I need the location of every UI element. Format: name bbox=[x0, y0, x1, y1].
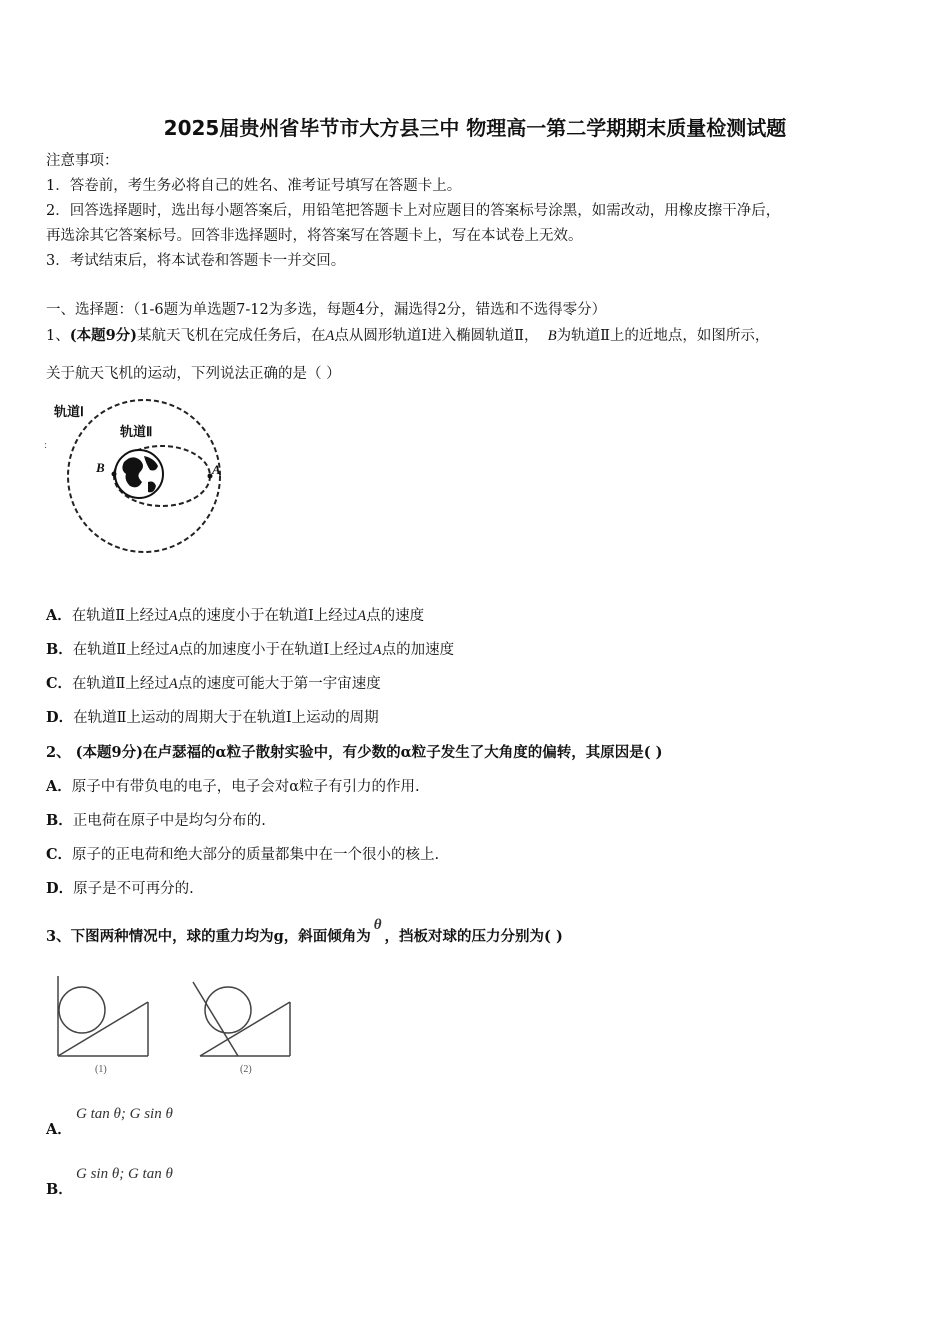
q2-option-a[interactable] bbox=[46, 777, 420, 797]
q3-option-a[interactable]: A． bbox=[46, 1121, 72, 1138]
q2-option-d-letter: D． bbox=[46, 880, 74, 897]
earth-icon bbox=[115, 450, 163, 498]
notice-heading: 注意事项： bbox=[46, 153, 119, 169]
q1-option-d-letter: D． bbox=[46, 709, 74, 726]
q1-option-c-var-1: A bbox=[168, 676, 178, 692]
incline-diagram-1 bbox=[58, 976, 148, 1075]
q1-option-b-text-2: 点的加速度小于在轨道Ⅰ上经过 bbox=[178, 642, 373, 658]
q1-var-b: B bbox=[547, 328, 557, 344]
orbit-1-label: 轨道Ⅰ bbox=[54, 404, 84, 419]
q3-stem-a: 3、下图两种情况中，球的重力均为g，斜面倾角为 bbox=[46, 928, 371, 945]
point-a-label: A bbox=[212, 462, 221, 477]
q2-option-c[interactable] bbox=[46, 845, 439, 865]
q2-option-c-letter: C． bbox=[46, 846, 73, 863]
q1-orbit-figure bbox=[44, 396, 234, 556]
q2-option-d-text: 原子是不可再分的. bbox=[73, 881, 194, 897]
q1-option-a-text-3: 点的速度 bbox=[366, 608, 425, 624]
q2-option-a-text: 原子中有带负电的电子，电子会对α粒子有引力的作用. bbox=[71, 779, 420, 795]
diagram-2-label: (2) bbox=[240, 1064, 252, 1075]
q2-option-b-text: 正电荷在原子中是均匀分布的. bbox=[72, 813, 266, 829]
q1-option-a-var-1: A bbox=[168, 608, 178, 624]
q2-option-a-letter: A． bbox=[46, 778, 72, 795]
q1-option-d-text-1: 在轨道Ⅱ上运动的周期大于在轨道Ⅰ上运动的周期 bbox=[73, 710, 379, 726]
q3-option-a-formula bbox=[76, 1104, 173, 1124]
q1-option-c-text-2: 点的速度可能大于第一宇宙速度 bbox=[177, 676, 381, 692]
q1-var-a: A bbox=[325, 328, 335, 344]
notice-item-1: 1．答卷前，考生务必将自己的姓名、准考证号填写在答题卡上。 bbox=[46, 178, 462, 194]
q3-option-a-formula-text: G tan θ; G sin θ bbox=[76, 1106, 173, 1122]
q1-option-a-text-2: 点的速度小于在轨道Ⅰ上经过 bbox=[177, 608, 358, 624]
q1-stem bbox=[46, 326, 769, 346]
notice-item-3: 3．考试结束后，将本试卷和答题卡一并交回。 bbox=[46, 253, 346, 269]
q1-stem-line2: 关于航天飞机的运动，下列说法正确的是（ ） bbox=[46, 366, 341, 382]
q1-option-a-letter: A． bbox=[46, 607, 72, 624]
q3-option-b-formula bbox=[76, 1164, 173, 1184]
q3-option-b-formula-text: G sin θ; G tan θ bbox=[76, 1166, 173, 1182]
notice-item-2: 2．回答选择题时，选出每小题答案后，用铅笔把答题卡上对应题目的答案标号涂黑，如需改动，用橡皮擦干净后， bbox=[46, 203, 781, 219]
q1-option-c-letter: C． bbox=[46, 675, 73, 692]
q3-incline-figure bbox=[50, 972, 310, 1080]
q3-theta: θ bbox=[373, 917, 382, 933]
q2-stem: 2、 (本题9分)在卢瑟福的α粒子散射实验中，有少数的α粒子发生了大角度的偏转，其原因是( ) bbox=[46, 744, 663, 761]
q3-stem bbox=[46, 917, 563, 947]
page-title: 2025届贵州省毕节市大方县三中 物理高一第二学期期末质量检测试题 bbox=[163, 116, 787, 140]
orbit-2-label: 轨道Ⅱ bbox=[120, 424, 153, 439]
q2-option-b[interactable] bbox=[46, 811, 266, 831]
q1-option-d[interactable] bbox=[46, 708, 379, 728]
q2-option-d[interactable] bbox=[46, 879, 194, 899]
diagram-1-label: (1) bbox=[95, 1064, 107, 1075]
svg-text::: : bbox=[44, 439, 48, 451]
q1-option-a-text-1: 在轨道Ⅱ上经过 bbox=[71, 608, 169, 624]
notice-item-2-cont: 再选涂其它答案标号。回答非选择题时，将答案写在答题卡上，写在本试卷上无效。 bbox=[46, 228, 583, 244]
q2-option-b-letter: B． bbox=[46, 812, 73, 829]
q2-option-c-text: 原子的正电荷和绝大部分的质量都集中在一个很小的核上. bbox=[72, 847, 440, 863]
q3-stem-b: ，挡板对球的压力分别为( ) bbox=[384, 928, 563, 945]
section-heading: 一、选择题：（1-6题为单选题7-12为多选，每题4分，漏选得2分，错选和不选得零分） bbox=[46, 302, 607, 318]
q1-option-b-var-1: A bbox=[169, 642, 179, 658]
incline-diagram-2 bbox=[193, 982, 290, 1075]
point-b-dot bbox=[112, 472, 117, 477]
q1-option-b-var-2: A bbox=[372, 642, 382, 658]
q3-option-b[interactable]: B． bbox=[46, 1181, 73, 1198]
q1-option-a[interactable] bbox=[46, 606, 424, 626]
q1-option-c[interactable] bbox=[46, 674, 381, 694]
q1-stem-b: 点从圆形轨道Ⅰ进入椭圆轨道Ⅱ， bbox=[334, 328, 539, 344]
q1-option-b[interactable] bbox=[46, 640, 454, 660]
point-b-label: B bbox=[96, 460, 105, 475]
q1-option-b-letter: B． bbox=[46, 641, 73, 658]
q1-stem-c: 为轨道Ⅱ上的近地点，如图所示， bbox=[556, 328, 770, 344]
q1-stem-a: 某航天飞机在完成任务后，在 bbox=[137, 328, 326, 344]
q1-tag: (本题9分) bbox=[69, 327, 138, 344]
q1-number: 1、 bbox=[46, 328, 70, 344]
q1-option-c-text-1: 在轨道Ⅱ上经过 bbox=[72, 676, 169, 692]
q1-option-a-var-2: A bbox=[357, 608, 367, 624]
q1-option-b-text-1: 在轨道Ⅱ上经过 bbox=[72, 642, 170, 658]
q1-option-b-text-3: 点的加速度 bbox=[381, 642, 455, 658]
